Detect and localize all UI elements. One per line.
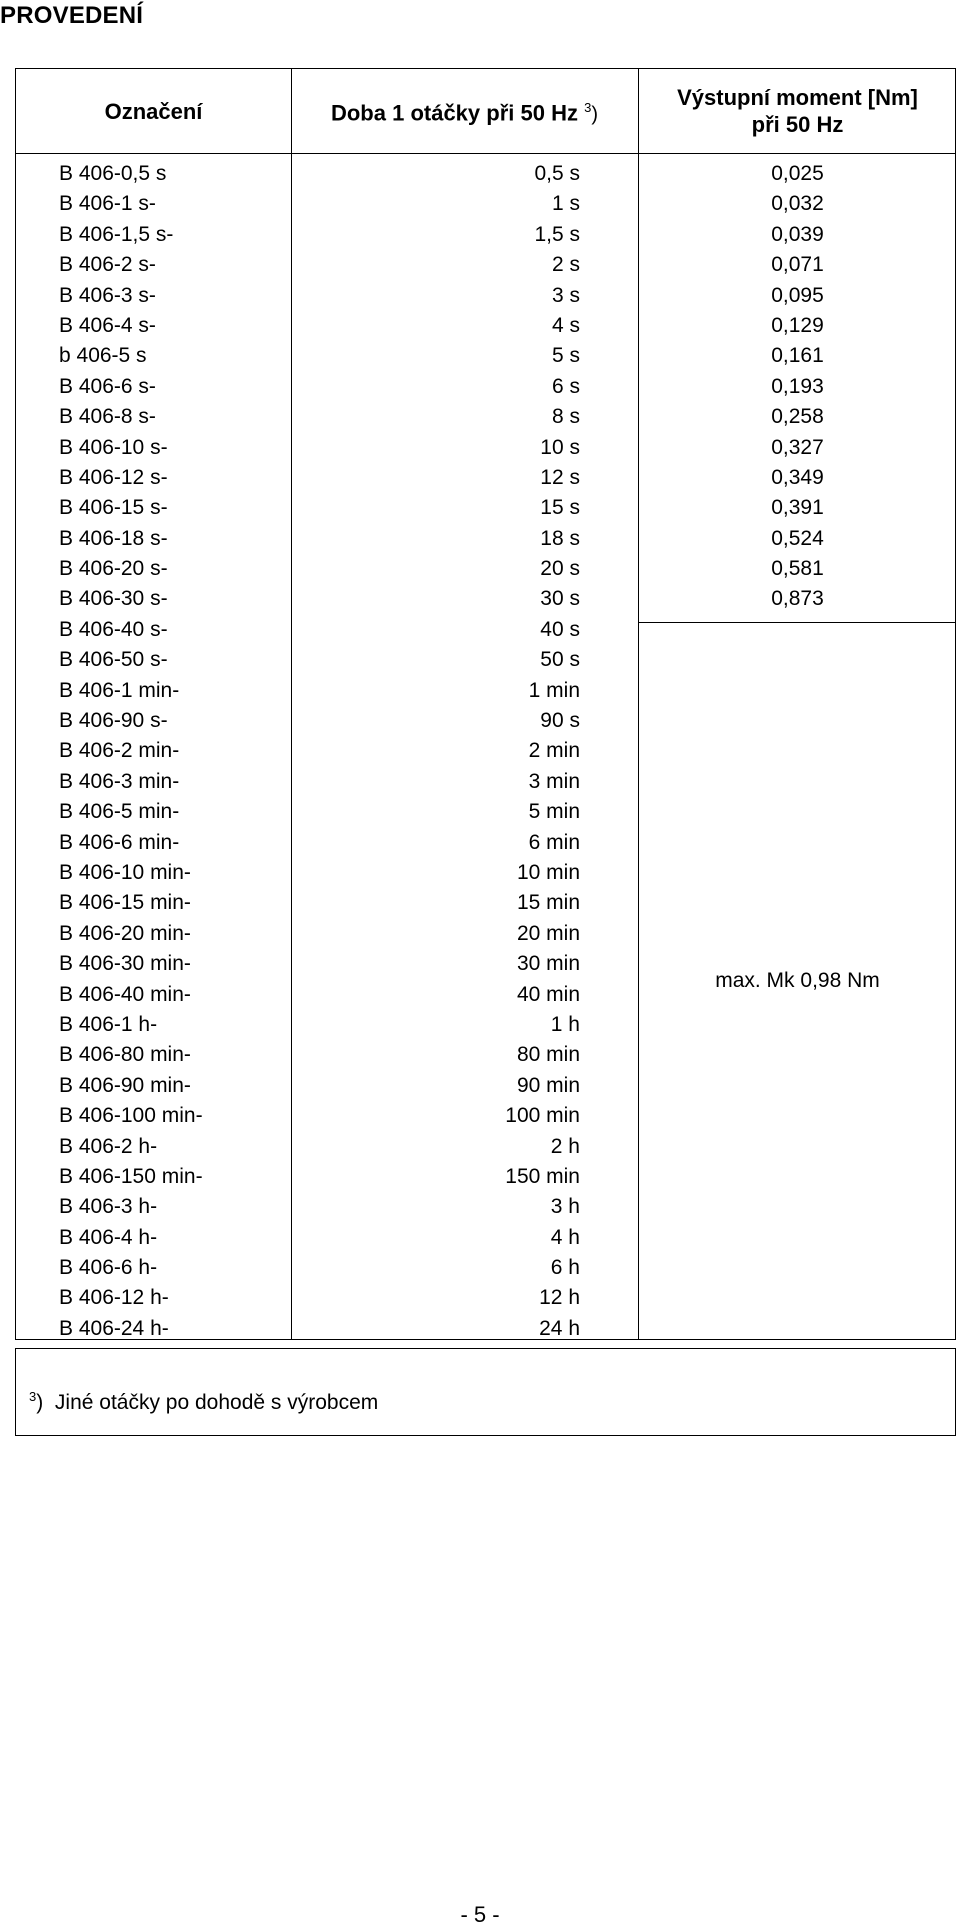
code-cell: B 406-80 min-: [59, 1043, 191, 1067]
code-cell: B 406-4 h-: [59, 1225, 158, 1249]
code-cell: b 406-5 s: [59, 344, 147, 368]
moment-cell: 0,391: [771, 496, 824, 520]
code-cell: B 406-100 min-: [59, 1104, 203, 1128]
time-cell: 15 s: [540, 496, 580, 520]
moment-column: [638, 159, 957, 615]
code-cell: B 406-20 s-: [59, 557, 168, 581]
time-cell: 24 h: [539, 1316, 580, 1340]
time-column: [316, 159, 580, 1344]
header-code: [16, 69, 291, 153]
time-cell: 1,5 s: [534, 222, 580, 246]
moment-divider: [638, 622, 955, 623]
max-moment-note: max. Mk 0,98 Nm: [715, 969, 880, 992]
code-cell: B 406-3 h-: [59, 1195, 158, 1219]
moment-cell: 0,025: [771, 162, 824, 185]
code-cell: B 406-1,5 s-: [59, 222, 174, 246]
time-cell: 30 min: [516, 952, 580, 976]
header-code-label: Označení: [104, 98, 203, 124]
moment-cell: 0,032: [771, 192, 824, 216]
code-cell: B 406-15 s-: [59, 496, 168, 520]
time-cell: 80 min: [516, 1043, 580, 1067]
time-cell: 40 s: [540, 617, 580, 641]
code-cell: B 406-6 min-: [59, 830, 180, 854]
moment-cell: 0,129: [771, 313, 824, 337]
time-cell: 1 h: [550, 1012, 580, 1036]
code-column: [59, 159, 284, 1344]
code-cell: B 406-50 s-: [59, 648, 168, 672]
time-cell: 1 s: [551, 192, 580, 216]
code-cell: B 406-1 min-: [59, 678, 180, 702]
code-cell: B 406-12 s-: [59, 465, 168, 489]
code-cell: B 406-6 s-: [59, 374, 156, 398]
moment-cell: 0,524: [771, 526, 824, 550]
time-cell: 2 s: [551, 253, 580, 277]
header-moment-line1: Výstupní moment [Nm]: [677, 85, 918, 110]
time-cell: 3 s: [551, 283, 580, 307]
code-cell: B 406-5 min-: [59, 800, 180, 824]
code-cell: B 406-30 s-: [59, 587, 168, 611]
moment-cell: 0,095: [771, 283, 824, 307]
time-cell: 6 h: [550, 1256, 580, 1280]
footnote-number: 3: [29, 1389, 37, 1404]
header-divider: [16, 153, 955, 154]
header-time: [291, 69, 638, 153]
code-cell: B 406-24 h-: [59, 1316, 169, 1340]
code-cell: B 406-15 min-: [59, 891, 191, 915]
code-cell: B 406-2 min-: [59, 739, 180, 763]
code-cell: B 406-40 s-: [59, 617, 168, 641]
code-cell: B 406-3 min-: [59, 769, 180, 793]
time-cell: 0,5 s: [534, 162, 580, 185]
code-cell: B 406-12 h-: [59, 1286, 169, 1310]
code-cell: B 406-40 min-: [59, 982, 191, 1006]
footnote: [29, 1389, 378, 1415]
time-cell: 20 s: [540, 557, 580, 581]
code-cell: B 406-2 s-: [59, 253, 156, 277]
code-cell: B 406-10 s-: [59, 435, 168, 459]
time-cell: 40 min: [516, 982, 580, 1006]
time-cell: 90 s: [540, 709, 580, 733]
moment-cell: 0,873: [771, 587, 824, 611]
time-cell: 3 min: [528, 769, 580, 793]
code-cell: B 406-6 h-: [59, 1256, 158, 1280]
code-cell: B 406-2 h-: [59, 1134, 158, 1158]
time-cell: 2 h: [550, 1134, 580, 1158]
time-cell: 6 s: [551, 374, 580, 398]
time-cell: 4 s: [551, 313, 580, 337]
code-cell: B 406-150 min-: [59, 1164, 203, 1188]
time-cell: 12 s: [540, 465, 580, 489]
time-cell: 100 min: [505, 1104, 580, 1128]
code-cell: B 406-0,5 s: [59, 162, 167, 185]
specification-table: [15, 68, 956, 1340]
footnote-paren: ): [36, 1391, 44, 1414]
moment-cell: 0,258: [771, 405, 824, 429]
footnote-box: [15, 1348, 956, 1436]
header-time-label: Doba 1 otáčky při 50 Hz: [330, 100, 578, 126]
code-cell: B 406-8 s-: [59, 405, 156, 429]
column-divider: [291, 69, 292, 1339]
header-moment: [638, 69, 957, 153]
section-title: PROVEDENÍ: [0, 2, 144, 29]
time-cell: 1 min: [528, 678, 580, 702]
footnote-ref-paren: ): [591, 103, 598, 126]
time-cell: 5 s: [551, 344, 580, 368]
footnote-text: Jiné otáčky po dohodě s výrobcem: [54, 1391, 379, 1414]
code-cell: B 406-90 min-: [59, 1073, 191, 1097]
moment-cell: 0,039: [771, 222, 824, 246]
time-cell: 150 min: [505, 1164, 580, 1188]
moment-cell: 0,071: [771, 253, 824, 277]
code-cell: B 406-3 s-: [59, 283, 156, 307]
code-cell: B 406-30 min-: [59, 952, 191, 976]
code-cell: B 406-1 s-: [59, 192, 156, 216]
footnote-ref: 3: [584, 99, 592, 115]
moment-cell: 0,327: [771, 435, 824, 459]
moment-cell: 0,161: [771, 344, 824, 368]
moment-cell: 0,581: [771, 557, 824, 581]
time-cell: 12 h: [539, 1286, 580, 1310]
time-cell: 30 s: [540, 587, 580, 611]
code-cell: B 406-90 s-: [59, 709, 168, 733]
code-cell: B 406-10 min-: [59, 860, 191, 884]
time-cell: 90 min: [516, 1073, 580, 1097]
time-cell: 10 min: [516, 860, 580, 884]
code-cell: B 406-18 s-: [59, 526, 168, 550]
code-cell: B 406-20 min-: [59, 921, 191, 945]
time-cell: 3 h: [550, 1195, 580, 1219]
header-moment-line2: při 50 Hz: [751, 112, 844, 137]
time-cell: 10 s: [540, 435, 580, 459]
time-cell: 8 s: [551, 405, 580, 429]
time-cell: 4 h: [550, 1225, 580, 1249]
time-cell: 15 min: [516, 891, 580, 915]
time-cell: 20 min: [516, 921, 580, 945]
moment-cell: 0,193: [771, 374, 824, 398]
moment-cell: 0,349: [771, 465, 824, 489]
page-number: - 5 -: [460, 1902, 500, 1927]
time-cell: 2 min: [528, 739, 580, 763]
code-cell: B 406-4 s-: [59, 313, 156, 337]
time-cell: 6 min: [528, 830, 580, 854]
time-cell: 50 s: [540, 648, 580, 672]
code-cell: B 406-1 h-: [59, 1012, 158, 1036]
time-cell: 5 min: [528, 800, 580, 824]
time-cell: 18 s: [540, 526, 580, 550]
